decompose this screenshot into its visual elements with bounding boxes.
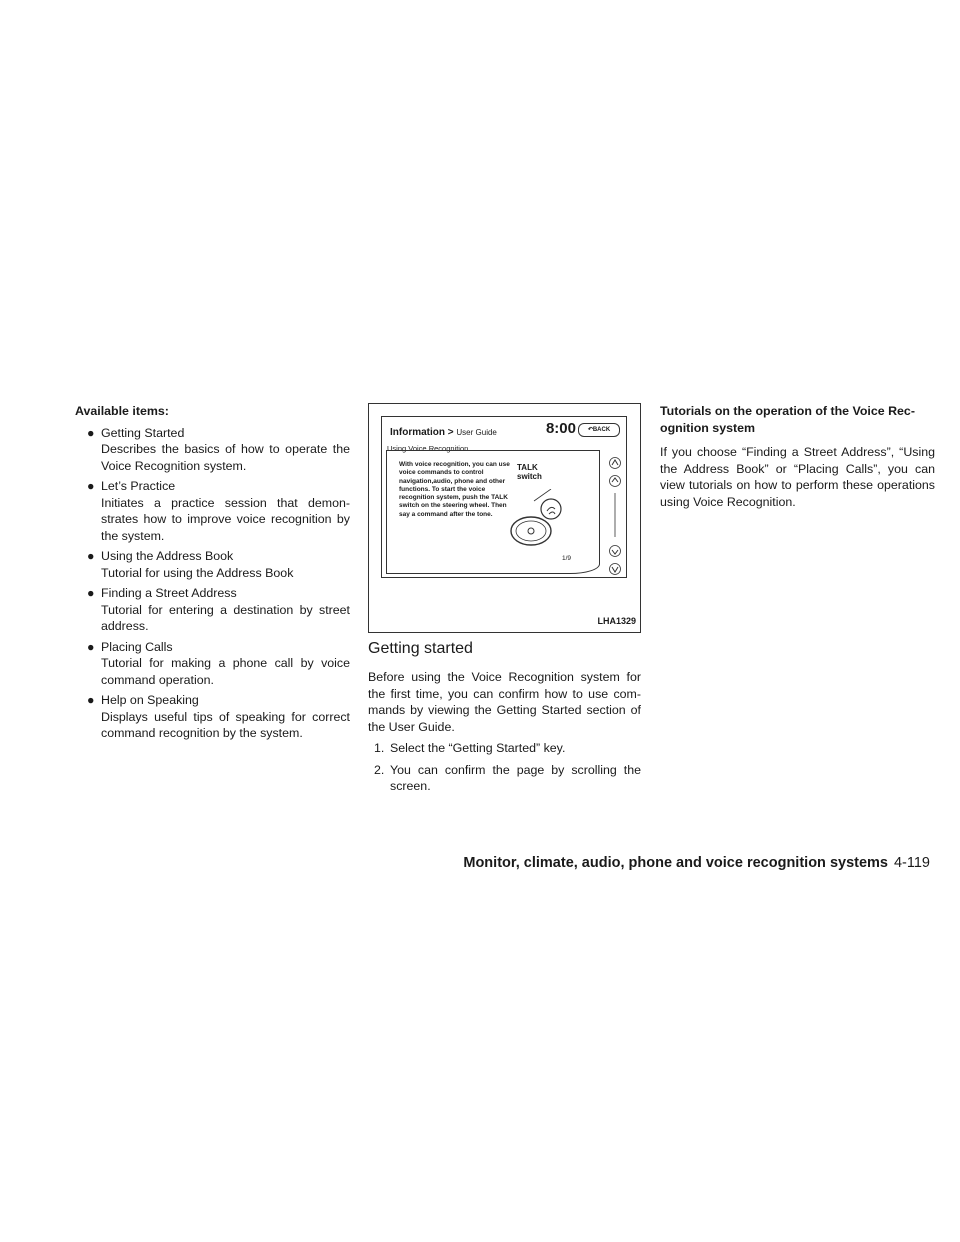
tutorials-heading: Tutorials on the operation of the Voice Rec-ognition system (660, 404, 915, 435)
page-indicator: 1/9 (561, 554, 571, 562)
screen-figure (368, 403, 641, 633)
screen-subtitle: Using Voice Recognition (387, 444, 469, 453)
item-description: Tutorial for entering a destination by street address. (101, 602, 350, 633)
list-item (75, 692, 350, 709)
item-title: Finding a Street Address (101, 586, 237, 600)
screen-content (386, 450, 600, 574)
list-item (75, 425, 350, 442)
bullet-icon: ● (87, 549, 95, 563)
step-item (368, 740, 641, 757)
talk-label: TALK (517, 463, 538, 472)
page-number: 4-119 (893, 855, 930, 871)
tutorials-paragraph: If you choose “Finding a Street Address”, “Using the Address Book” or “Placing Calls”, you can view tutorials on how to perform these operations using Voice Recognition. (660, 445, 935, 509)
item-title: Help on Speaking (101, 693, 199, 707)
bullet-icon: ● (87, 639, 95, 654)
talk-switch-label (517, 463, 542, 481)
section-heading: Getting started (368, 640, 473, 657)
back-button: ↶BACK (578, 423, 620, 437)
screen-title (390, 425, 497, 442)
item-title: Let’s Practice (101, 479, 176, 493)
item-description: Displays useful tips of speaking for correct command recognition by the system. (101, 709, 350, 740)
item-description: Tutorial for making a phone call by voice command operation. (101, 656, 350, 687)
getting-started-column (368, 403, 641, 795)
step-text: Select the “Getting Started” key. (390, 741, 566, 755)
screen-body-text: With voice recognition, you can use voice commands to control navigation,audio, phone and other functions. To start the voice recognition system, push the TALK switch on the steering wheel. Then say a command after the tone. (399, 461, 510, 518)
item-title: Placing Calls (101, 639, 173, 654)
bullet-icon: ● (87, 693, 95, 707)
back-label: BACK (592, 427, 611, 433)
step-number: 1. (374, 741, 385, 755)
screen-header (390, 420, 620, 439)
page-footer (463, 855, 930, 871)
item-description: Tutorial for using the Address Book (101, 565, 294, 580)
intro-paragraph: Before using the Voice Recognition system for the first time, you can confirm how to use com-mands by viewing the Getting Started section of the User Guide. (368, 670, 641, 734)
switch-label: switch (517, 472, 542, 481)
item-description: Initiates a practice session that demon-strates how to improve voice recognition by the system. (101, 495, 350, 543)
list-item (75, 585, 350, 602)
footer-section-title: Monitor, climate, audio, phone and voice recognition systems (463, 855, 888, 871)
scroll-arrows-icon (608, 457, 622, 577)
clock: 8:00 (545, 420, 576, 437)
item-title: Getting Started (101, 425, 185, 440)
list-item (75, 639, 350, 656)
bullet-icon: ● (87, 586, 95, 600)
bullet-icon: ● (87, 479, 95, 493)
step-text: You can confirm the page by scrolling the screen. (390, 762, 641, 793)
list-item (75, 478, 350, 495)
item-description: Describes the basics of how to operate the Voice Recognition system. (101, 442, 350, 473)
step-number: 2. (374, 762, 385, 777)
figure-code: LHA1329 (597, 615, 636, 626)
step-item (368, 762, 641, 795)
bullet-icon: ● (87, 425, 95, 440)
display-screen (381, 416, 627, 578)
screen-title-text: Information > (390, 427, 454, 438)
screen-title-sub: User Guide (456, 428, 497, 437)
available-items-heading: Available items: (75, 404, 169, 418)
tutorials-column (660, 403, 935, 510)
steering-wheel-icon (509, 489, 569, 559)
available-items-column (75, 403, 350, 746)
list-item (75, 548, 350, 565)
item-title: Using the Address Book (101, 549, 234, 563)
